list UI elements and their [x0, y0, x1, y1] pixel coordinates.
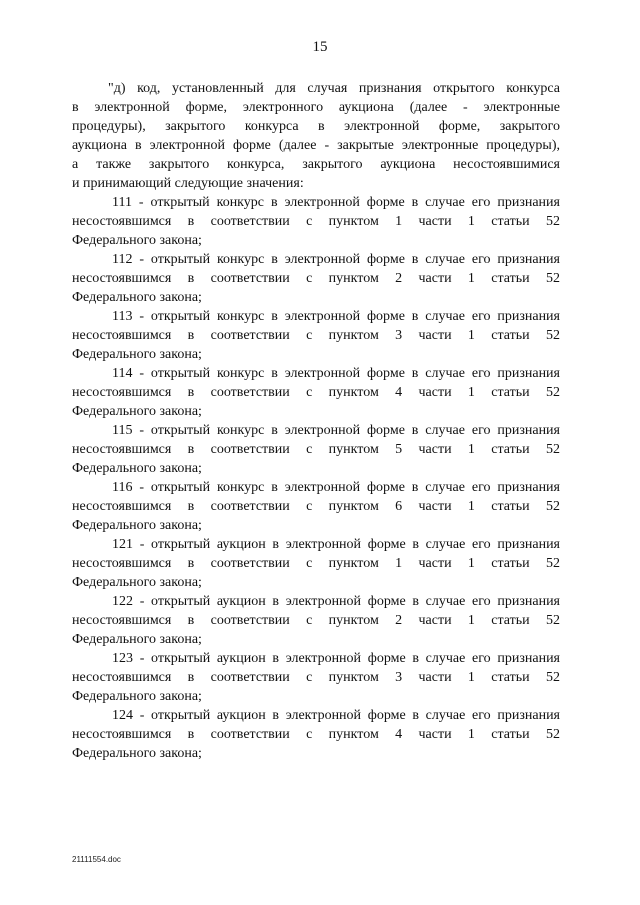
code-item-line: несостоявшимся в соответствии с пунктом 6 части 1 статьи 52	[72, 499, 560, 514]
code-item-line: 114 - открытый конкурс в электронной форме в случае его признания	[112, 366, 560, 381]
code-item-116	[72, 478, 560, 535]
code-item-line: несостоявшимся в соответствии с пунктом 2 части 1 статьи 52	[72, 271, 560, 286]
code-item-111	[72, 193, 560, 250]
code-item-line: несостоявшимся в соответствии с пунктом 1 части 1 статьи 52	[72, 214, 560, 229]
code-item-line: 111 - открытый конкурс в электронной форме в случае его признания	[112, 195, 560, 210]
code-item-line: Федерального закона;	[72, 575, 202, 590]
code-item-line: несостоявшимся в соответствии с пунктом 1 части 1 статьи 52	[72, 556, 560, 571]
code-item-121	[72, 535, 560, 592]
code-item-line: Федерального закона;	[72, 461, 202, 476]
intro-line: "д) код, установленный для случая признания открытого конкурса	[108, 81, 560, 96]
code-item-112	[72, 250, 560, 307]
code-item-line: Федерального закона;	[72, 290, 202, 305]
code-item-line: несостоявшимся в соответствии с пунктом 3 части 1 статьи 52	[72, 328, 560, 343]
code-item-line: 112 - открытый конкурс в электронной форме в случае его признания	[112, 252, 560, 267]
code-item-line: Федерального закона;	[72, 404, 202, 419]
intro-line: а также закрытого конкурса, закрытого аукциона несостоявшимися	[72, 157, 560, 172]
code-item-line: 124 - открытый аукцион в электронной форме в случае его признания	[112, 708, 560, 723]
code-item-line: несостоявшимся в соответствии с пунктом 3 части 1 статьи 52	[72, 670, 560, 685]
code-item-line: Федерального закона;	[72, 632, 202, 647]
code-item-line: Федерального закона;	[72, 689, 202, 704]
intro-line: аукциона в электронной форме (далее - закрытые электронные процедуры),	[72, 138, 560, 153]
code-item-line: Федерального закона;	[72, 518, 202, 533]
code-item-line: несостоявшимся в соответствии с пунктом 4 части 1 статьи 52	[72, 385, 560, 400]
code-item-122	[72, 592, 560, 649]
code-item-114	[72, 364, 560, 421]
code-item-line: 122 - открытый аукцион в электронной форме в случае его признания	[112, 594, 560, 609]
intro-line: и принимающий следующие значения:	[72, 176, 304, 191]
code-item-line: 113 - открытый конкурс в электронной форме в случае его признания	[112, 309, 560, 324]
document-file-name: 21111554.doc	[72, 855, 121, 864]
code-item-line: 123 - открытый аукцион в электронной форме в случае его признания	[112, 651, 560, 666]
code-item-line: 115 - открытый конкурс в электронной форме в случае его признания	[112, 423, 560, 438]
code-item-line: 116 - открытый конкурс в электронной форме в случае его признания	[112, 480, 560, 495]
code-item-line: несостоявшимся в соответствии с пунктом 4 части 1 статьи 52	[72, 727, 560, 742]
document-body	[72, 79, 560, 763]
code-item-line: Федерального закона;	[72, 347, 202, 362]
code-item-123	[72, 649, 560, 706]
page-number: 15	[312, 39, 328, 55]
code-item-115	[72, 421, 560, 478]
code-item-line: Федерального закона;	[72, 233, 202, 248]
intro-line: в электронной форме, электронного аукциона (далее - электронные	[72, 100, 560, 115]
code-item-line: 121 - открытый аукцион в электронной форме в случае его признания	[112, 537, 560, 552]
code-item-113	[72, 307, 560, 364]
code-item-line: Федерального закона;	[72, 746, 202, 761]
code-item-line: несостоявшимся в соответствии с пунктом 2 части 1 статьи 52	[72, 613, 560, 628]
code-item-124	[72, 706, 560, 763]
code-item-line: несостоявшимся в соответствии с пунктом 5 части 1 статьи 52	[72, 442, 560, 457]
intro-line: процедуры), закрытого конкурса в электронной форме, закрытого	[72, 119, 560, 134]
intro-paragraph	[72, 79, 560, 193]
